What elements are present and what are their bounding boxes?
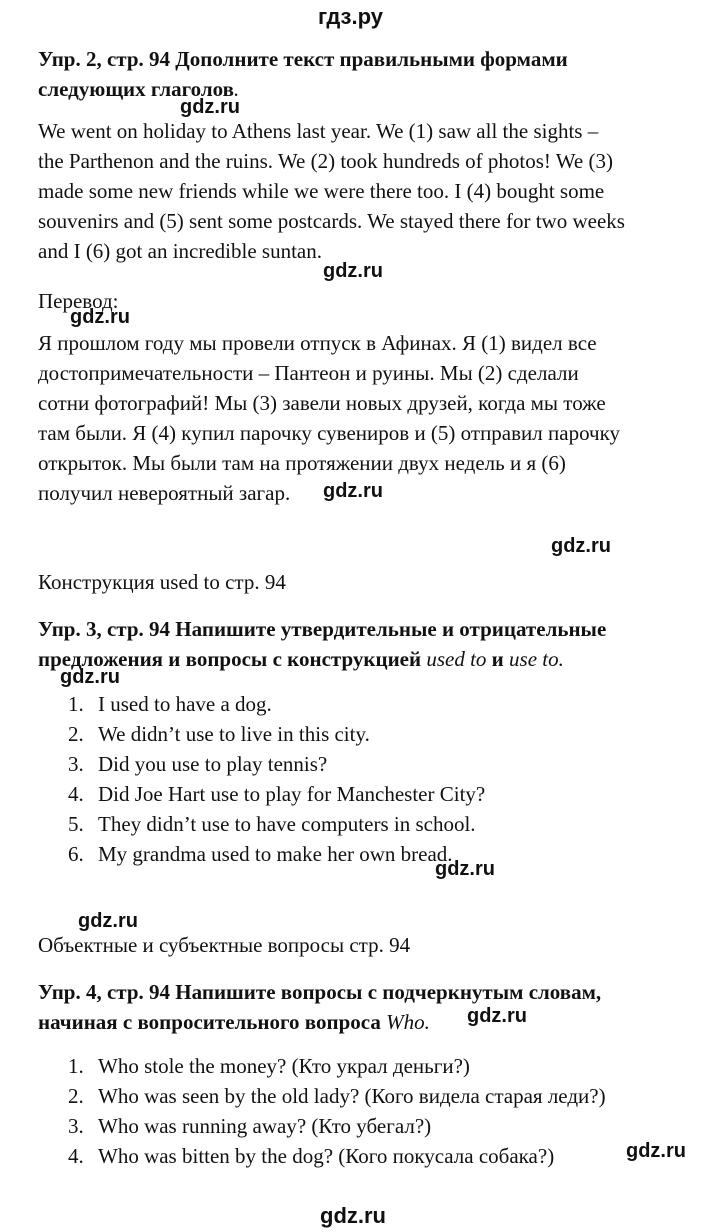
ex4-title-line2 — [38, 1007, 430, 1037]
ex2-title-text2: следующих глаголов — [38, 77, 234, 101]
item-number: 6. — [68, 842, 84, 866]
section-used-to: Конструкция used to стр. 94 — [38, 570, 286, 594]
ex2-line-2: the Parthenon and the ruins. We (2) took hundreds of photos! We (3) — [38, 149, 613, 173]
item-number: 2. — [68, 722, 84, 746]
ex2-title: Упр. 2, стр. 94 Дополните текст правильными формами — [38, 47, 568, 71]
list-item — [68, 809, 485, 839]
ex4-answer-list — [68, 1051, 606, 1171]
ex2-title-dot: . — [233, 77, 240, 101]
ex3-title-dot: . — [558, 647, 564, 671]
site-header: гдз.ру — [318, 4, 383, 29]
item-text: Who was running away? (Кто убегал?) — [98, 1114, 432, 1138]
translation-line-1: Я прошлом году мы провели отпуск в Афинах. Я (1) видел все — [38, 331, 597, 355]
item-number: 3. — [68, 752, 84, 776]
translation-line-3: сотни фотографий! Мы (3) завели новых друзей, когда мы тоже — [38, 391, 606, 415]
watermark: gdz.ru — [323, 260, 383, 282]
ex3-title-italic-1: used to — [426, 647, 487, 671]
watermark: gdz.ru — [323, 480, 383, 502]
translation-line-2: достопримечательности – Пантеон и руины. Мы (2) сделали — [38, 361, 579, 385]
list-item — [68, 1051, 606, 1081]
item-number: 4. — [68, 782, 84, 806]
watermark: gdz.ru — [551, 535, 611, 557]
translation-line-4: там были. Я (4) купил парочку сувениров и (5) отправил парочку — [38, 421, 620, 445]
list-item — [68, 839, 485, 869]
list-item — [68, 1081, 606, 1111]
item-text: My grandma used to make her own bread. — [98, 842, 453, 866]
translation-line-5: открыток. Мы были там на протяжении двух недель и я (6) — [38, 451, 566, 475]
watermark: gdz.ru — [467, 1005, 527, 1027]
watermark: gdz.ru — [626, 1140, 686, 1162]
item-number: 1. — [68, 692, 84, 716]
watermark: gdz.ru — [70, 306, 130, 328]
item-text: Did Joe Hart use to play for Manchester City? — [98, 782, 486, 806]
ex4-title: Упр. 4, стр. 94 Напишите вопросы с подчеркнутым словам, — [38, 980, 602, 1004]
list-item — [68, 1111, 606, 1141]
item-text: I used to have a dog. — [98, 692, 272, 716]
ex4-title-italic: Who. — [386, 1010, 430, 1034]
ex3-title: Упр. 3, стр. 94 Напишите утвердительные и отрицательные — [38, 617, 607, 641]
item-text: We didn’t use to live in this city. — [98, 722, 370, 746]
footer-watermark: gdz.ru — [320, 1203, 386, 1228]
item-number: 3. — [68, 1114, 84, 1138]
ex2-line-4: souvenirs and (5) sent some postcards. We stayed there for two weeks — [38, 209, 625, 233]
translation-label: Перевод: — [38, 289, 119, 313]
ex2-line-5: and I (6) got an incredible suntan. — [38, 239, 322, 263]
ex2-line-1: We went on holiday to Athens last year. We (1) saw all the sights – — [38, 119, 599, 143]
list-item — [68, 1141, 606, 1171]
item-text: Who stole the money? (Кто украл деньги?) — [98, 1054, 470, 1078]
list-item — [68, 719, 485, 749]
item-number: 2. — [68, 1084, 84, 1108]
ex3-title-text2: предложения и вопросы с конструкцией — [38, 647, 427, 671]
item-text: Who was bitten by the dog? (Кого покусала собака?) — [98, 1144, 555, 1168]
item-number: 1. — [68, 1054, 84, 1078]
item-text: Did you use to play tennis? — [98, 752, 328, 776]
item-text: Who was seen by the old lady? (Кого видела старая леди?) — [98, 1084, 606, 1108]
item-number: 5. — [68, 812, 84, 836]
item-number: 4. — [68, 1144, 84, 1168]
ex3-title-italic-2: use to — [509, 647, 559, 671]
list-item — [68, 689, 485, 719]
ex4-title-text2: начиная с вопросительного вопроса — [38, 1010, 387, 1034]
watermark: gdz.ru — [60, 666, 120, 688]
list-item — [68, 749, 485, 779]
watermark: gdz.ru — [78, 910, 138, 932]
section-questions: Объектные и субъектные вопросы стр. 94 — [38, 933, 411, 957]
watermark: gdz.ru — [180, 96, 240, 118]
ex3-title-and: и — [486, 647, 510, 671]
ex3-answer-list — [68, 689, 485, 869]
translation-line-6: получил невероятный загар. — [38, 481, 291, 505]
list-item — [68, 779, 485, 809]
ex2-line-3: made some new friends while we were there too. I (4) bought some — [38, 179, 605, 203]
watermark: gdz.ru — [435, 858, 495, 880]
item-text: They didn’t use to have computers in school. — [98, 812, 476, 836]
